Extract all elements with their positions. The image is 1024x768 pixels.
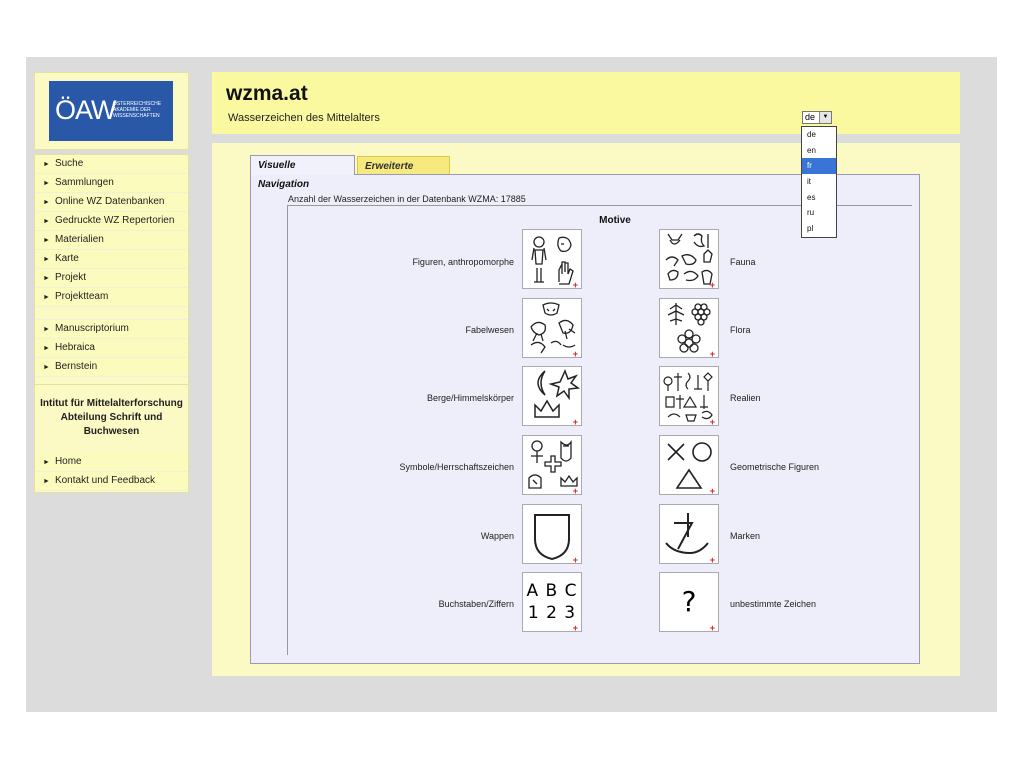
thumb-letters: A B C xyxy=(526,581,578,601)
category-label-flora[interactable]: Flora xyxy=(730,325,751,335)
sidebar-item-label: Online WZ Datenbanken xyxy=(54,196,165,207)
expand-plus-icon[interactable]: + xyxy=(572,555,578,565)
sidebar-item-suche[interactable] xyxy=(35,155,188,174)
arrow-right-icon: ► xyxy=(43,161,50,168)
sidebar-item-label: Gedruckte WZ Repertorien xyxy=(54,215,175,226)
thumb-wappen[interactable] xyxy=(522,504,582,564)
expand-plus-icon[interactable]: + xyxy=(709,280,715,290)
category-label-unbestimmte[interactable]: unbestimmte Zeichen xyxy=(730,599,817,609)
sidebar-item-projektteam[interactable] xyxy=(35,288,188,307)
question-mark-icon: ? xyxy=(681,585,697,618)
arrow-right-icon: ► xyxy=(43,275,50,282)
arrow-right-icon: ► xyxy=(43,294,50,301)
site-subtitle: Wasserzeichen des Mittelalters xyxy=(228,112,380,124)
thumb-fauna[interactable] xyxy=(659,229,719,289)
motive-heading: Motive xyxy=(599,215,631,226)
language-selected-value: de xyxy=(805,112,816,122)
category-label-figuren[interactable]: Figuren, anthropomorphe xyxy=(412,257,514,267)
thumb-digits: 1 2 3 xyxy=(527,603,577,623)
sidebar-item-hebraica[interactable] xyxy=(35,339,188,358)
sidebar-item-label: Sammlungen xyxy=(54,177,114,188)
sidebar-item-label: Bernstein xyxy=(54,361,98,372)
sidebar-item-label: Home xyxy=(54,456,82,467)
sidebar-item-bernstein[interactable] xyxy=(35,358,188,377)
tab-visuelle-navigation[interactable]: Visuelle Navigation xyxy=(250,155,355,175)
category-label-geometrische[interactable]: Geometrische Figuren xyxy=(730,462,820,472)
sidebar-item-sammlungen[interactable] xyxy=(35,174,188,193)
language-option-fr[interactable]: fr xyxy=(802,158,836,174)
chevron-down-icon[interactable]: ▼ xyxy=(819,112,831,123)
sidebar-item-online-wz[interactable] xyxy=(35,193,188,212)
arrow-right-icon: ► xyxy=(43,326,50,333)
arrow-right-icon: ► xyxy=(43,218,50,225)
logo-box xyxy=(34,72,189,150)
arrow-right-icon: ► xyxy=(43,364,50,371)
arrow-right-icon: ► xyxy=(43,256,50,263)
menu-spacer xyxy=(35,307,188,320)
institute-box xyxy=(34,384,189,493)
sidebar-item-home[interactable] xyxy=(35,453,188,472)
language-option-ru[interactable]: ru xyxy=(807,208,815,218)
thumb-geometrische[interactable] xyxy=(659,435,719,495)
sidebar-item-gedruckte-wz[interactable] xyxy=(35,212,188,231)
sidebar-item-kontakt[interactable] xyxy=(35,472,188,491)
arrow-right-icon: ► xyxy=(43,345,50,352)
sidebar-menu xyxy=(34,154,189,386)
category-label-wappen[interactable]: Wappen xyxy=(480,531,514,541)
sidebar-item-label: Hebraica xyxy=(54,342,95,353)
sidebar-item-label: Karte xyxy=(54,253,79,264)
sidebar-item-label: Manuscriptorium xyxy=(54,323,129,334)
sidebar-item-projekt[interactable] xyxy=(35,269,188,288)
language-option-es[interactable]: es xyxy=(807,192,816,202)
sidebar-item-label: Projekt xyxy=(54,272,87,283)
sidebar-item-label: Materialien xyxy=(54,234,104,245)
tab-panel xyxy=(250,174,920,664)
arrow-right-icon: ► xyxy=(43,478,50,485)
category-label-symbole[interactable]: Symbole/Herrschaftszeichen xyxy=(399,462,514,472)
category-label-marken[interactable]: Marken xyxy=(730,531,761,541)
expand-plus-icon[interactable]: + xyxy=(572,486,578,496)
institute-menu xyxy=(35,453,188,491)
site-title[interactable]: wzma.at xyxy=(226,82,308,105)
thumb-realien[interactable] xyxy=(659,366,719,426)
sidebar-item-label: Suche xyxy=(54,158,84,169)
arrow-right-icon: ► xyxy=(43,180,50,187)
language-option-pl[interactable]: pl xyxy=(807,224,814,234)
language-option-it[interactable]: it xyxy=(807,177,811,187)
sidebar-item-materialien[interactable] xyxy=(35,231,188,250)
logo-text: ÖAW xyxy=(55,95,116,125)
divider xyxy=(287,205,288,655)
thumb-fabelwesen[interactable] xyxy=(522,298,582,358)
language-option-de[interactable]: de xyxy=(807,130,816,139)
institute-title: Intitut für Mittelalterforschung Abteilung Schrift und Buchwesen xyxy=(40,398,183,437)
thumb-symbole[interactable] xyxy=(522,435,582,495)
category-label-realien[interactable]: Realien xyxy=(730,393,761,403)
thumb-flora[interactable] xyxy=(659,298,719,358)
category-label-fabelwesen[interactable]: Fabelwesen xyxy=(465,325,514,335)
expand-plus-icon[interactable]: + xyxy=(709,349,715,359)
expand-plus-icon[interactable]: + xyxy=(709,623,715,633)
expand-plus-icon[interactable]: + xyxy=(709,555,715,565)
sidebar-item-label: Kontakt und Feedback xyxy=(54,475,156,486)
language-dropdown-list xyxy=(801,126,837,238)
arrow-right-icon: ► xyxy=(43,199,50,206)
expand-plus-icon[interactable]: + xyxy=(572,417,578,427)
category-label-buchstaben[interactable]: Buchstaben/Ziffern xyxy=(438,599,514,609)
expand-plus-icon[interactable]: + xyxy=(572,349,578,359)
sidebar-item-manuscriptorium[interactable] xyxy=(35,320,188,339)
tab-erweiterte-suche[interactable]: Erweiterte xyxy=(357,156,450,175)
arrow-right-icon: ► xyxy=(43,459,50,466)
expand-plus-icon[interactable]: + xyxy=(709,486,715,496)
category-label-berge[interactable]: Berge/Himmelskörper xyxy=(426,393,514,403)
sidebar-item-karte[interactable] xyxy=(35,250,188,269)
oaw-logo[interactable] xyxy=(49,81,173,141)
thumb-buchstaben[interactable] xyxy=(522,572,582,632)
expand-plus-icon[interactable]: + xyxy=(709,417,715,427)
category-label-fauna[interactable]: Fauna xyxy=(730,257,756,267)
sidebar-item-label: Projektteam xyxy=(54,291,109,302)
thumb-unbestimmte[interactable] xyxy=(659,572,719,632)
language-select[interactable] xyxy=(802,111,832,124)
logo-subtext: ÖSTERREICHISCHE AKADEMIE DER WISSENSCHAFTEN xyxy=(113,101,162,119)
thumb-figuren[interactable] xyxy=(522,229,582,289)
expand-plus-icon[interactable]: + xyxy=(572,623,578,633)
language-option-en[interactable]: en xyxy=(807,145,816,155)
thumb-marken[interactable] xyxy=(659,504,719,564)
expand-plus-icon[interactable]: + xyxy=(572,280,578,290)
thumb-berge[interactable] xyxy=(522,366,582,426)
site-header xyxy=(212,72,960,134)
watermark-count: Anzahl der Wasserzeichen in der Datenbank WZMA: 17885 xyxy=(288,194,526,204)
arrow-right-icon: ► xyxy=(43,237,50,244)
